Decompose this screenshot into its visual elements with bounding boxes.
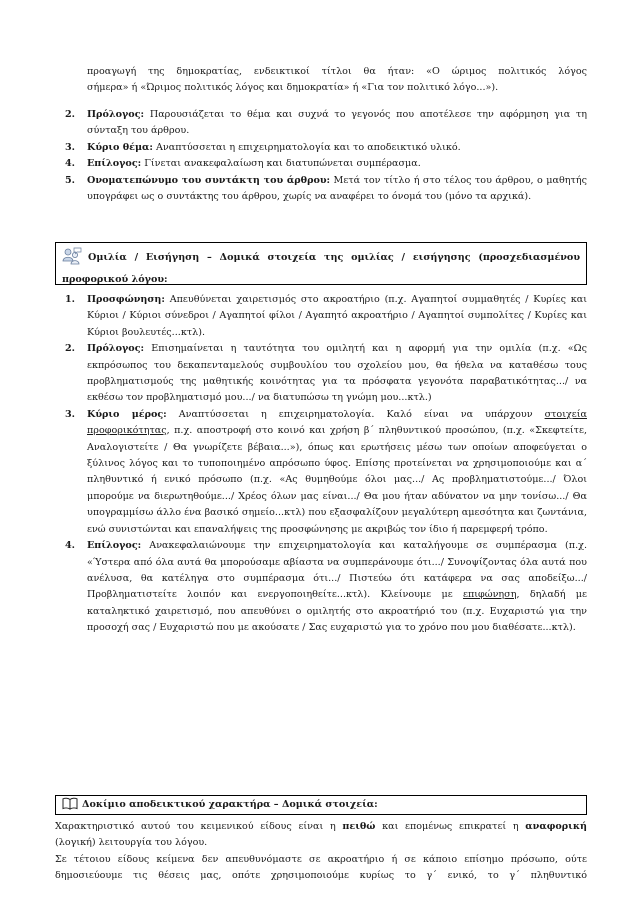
item-label: Ονοματεπώνυμο του συντάκτη του άρθρου:	[87, 174, 331, 186]
list-item	[0, 407, 638, 538]
list-item	[0, 140, 638, 156]
intro-line-2: σήμερα» ή «Ώριμος πολιτικός λόγος και δημοκρατία» ή «Για τον πολιτικό λόγο...»).	[87, 82, 499, 94]
list-number: 3.	[65, 408, 76, 420]
list-number: 1.	[65, 294, 76, 305]
article-structure-list	[0, 107, 638, 205]
speech-section-heading-box	[55, 242, 587, 285]
essay-body	[0, 819, 638, 885]
speech-structure-list	[0, 292, 638, 637]
item-text: Επισημαίνεται η ταυτότητα του ομιλητή και η αφορμή για την ομιλία (π.χ. «Ως εκπρόσωπος του δεκαπενταμελούς συμβουλίου του σχολείου μου, θα ήθελα να καταθέσω τους προβληματισμούς της μαθητικής κοινότητας για τα πρόσφατα γεγονότα παραβατικότητας.../ να εκθέσω τον προβληματισμό μου.../ να διατυπώσω τη γνώμη μου...κτλ.)	[87, 343, 587, 404]
item-text: Αναπτύσσεται η επιχειρηματολογία. Καλό είναι να υπάρχουν	[166, 408, 545, 420]
essay-text: και επομένως επικρατεί η	[375, 821, 526, 832]
item-text: Ανακεφαλαιώνουμε την επιχειρηματολογία και καταλήγουμε σε συμπέρασμα (π.χ. «Ύστερα από όλα αυτά θα μπορούσαμε αβίαστα να συμπεράνουμε ότι.../ Συνοψίζοντας όλα αυτά που ανέλυσα, θα κατέληγα στο συμπέρασμα ότι.../ Πιστεύω ότι κατάφερα να σας αποδείξω.../ Προβληματιστείτε λοιπόν και ενεργοποιηθείτε...κτλ). Κλείνουμε με	[87, 540, 587, 601]
list-item	[0, 107, 638, 140]
item-text: Απευθύνεται χαιρετισμός στο ακροατήριο (π.χ. Αγαπητοί συμμαθητές / Κυρίες και Κύριοι / Κύριοι σύνεδροι / Αγαπητοί φίλοι / Αγαπητό ακροατήριο / Αγαπητοί συμπολίτες / Κυρίες και Κύριοι βουλευτές...κτλ).	[87, 294, 587, 338]
essay-paragraph-2: Σε τέτοιου είδους κείμενα δεν απευθυνόμαστε σε ακροατήριο ή σε κάποιο επίσημο πρόσωπο, ούτε δημοσιεύουμε τις θέσεις μας, οπότε χρησιμοποιούμε κυρίως το γ΄ ενικό, το γ΄ πληθυντικό	[55, 853, 587, 882]
speech-heading: Ομιλία / Εισήγηση – Δομικά στοιχεία της ομιλίας / εισήγησης (προσχεδιασμένου προφορικού λόγου:	[62, 252, 580, 285]
underlined-term: επιφώνηση	[463, 589, 517, 601]
item-label: Επίλογος:	[87, 540, 142, 552]
item-text: Αναπτύσσεται η επιχειρηματολογία και το αποδεικτικό υλικό.	[152, 141, 461, 153]
list-number: 3.	[65, 141, 76, 153]
people-talking-icon	[62, 247, 82, 271]
essay-text: Χαρακτηριστικό αυτού του κειμενικού είδους είναι η	[55, 821, 343, 832]
list-number: 2.	[65, 109, 76, 120]
list-item	[0, 156, 638, 172]
item-label: Επίλογος:	[87, 158, 142, 170]
item-label: Πρόλογος:	[87, 109, 145, 120]
item-label: Κύριο θέμα:	[87, 141, 153, 153]
essay-section-heading-box	[55, 795, 587, 815]
list-item	[0, 341, 638, 407]
item-text: Παρουσιάζεται το θέμα και συχνά το γεγονός που αποτέλεσε την αφόρμηση για τη σύνταξη του άρθρου.	[87, 109, 587, 137]
list-number: 4.	[65, 158, 76, 170]
item-label: Κύριο μέρος:	[87, 408, 167, 420]
item-text: Γίνεται ανακεφαλαίωση και διατυπώνεται συμπέρασμα.	[141, 158, 421, 170]
essay-heading: Δοκίμιο αποδεικτικού χαρακτήρα – Δομικά στοιχεία:	[82, 799, 378, 810]
item-text: Μετά τον τίτλο ή στο τέλος του άρθρου, ο μαθητής υπογράφει ως ο συντάκτης του άρθρου, χωρίς να αναφέρει το όνομά του (μόνο τα αρχικά).	[87, 174, 587, 203]
essay-text: (λογική) λειτουργία του λόγου.	[55, 837, 208, 849]
item-label: Προσφώνηση:	[87, 294, 165, 305]
list-item	[0, 538, 638, 636]
underlined-term: στοιχεία προφορικότητας	[87, 408, 587, 437]
essay-paragraph-1	[55, 819, 587, 852]
list-item	[0, 173, 638, 206]
item-label: Πρόλογος:	[87, 343, 145, 355]
list-number: 4.	[65, 540, 76, 552]
list-number: 2.	[65, 343, 76, 355]
intro-continuation	[0, 64, 638, 97]
open-book-icon	[62, 797, 78, 816]
essay-bold-term: πειθώ	[342, 821, 376, 832]
list-item	[0, 292, 638, 341]
item-text: , π.χ. αποστροφή στο κοινό και χρήση β΄ πληθυντικού προσώπου, (π.χ. «Σκεφτείτε, Αναλογιστείτε / Θα γνωρίζετε βέβαια...»), όπως και ερωτήσεις μέσω των οποίων αποφεύγεται ο ξύλινος λόγος και το τυποποιημένο απρόσωπο ύφος. Επίσης προτείνεται να χρησιμοποιούμε και α΄ πληθυντικό ή ενικό πρόσωπο (π.χ. «Ας θυμηθούμε όλοι μας.../ Ας προβληματιστούμε.../ Όλοι μπορούμε να διερωτηθούμε.../ Χρέος όλων μας είναι.../ Θα μου ήταν αδύνατον να μην τονίσω.../ Θα υπογραμμίσω άλλο ένα βασικό σημείο...κτλ) που εξασφαλίζουν μεγαλύτερη αμεσότητα και ζωντάνια, ενώ συνιστώνται και επαναλήψεις της προσφώνησης με ακριβώς τον ίδιο ή παρεμφερή τρόπο.	[87, 425, 587, 535]
item-text: , δηλαδή με καταληκτικό χαιρετισμό, που απευθύνει ο ομιλητής στο ακροατήριό του (π.χ. Ευχαριστώ για την προσοχή σας / Ευχαριστώ που με ακούσατε / Σας ευχαριστώ για το χρόνο που μου διαθέσατε...κτλ).	[87, 589, 587, 634]
intro-line-1: προαγωγή της δημοκρατίας, ενδεικτικοί τίτλοι θα ήταν: «Ο ώριμος πολιτικός λόγος	[87, 66, 587, 77]
essay-bold-term: αναφορική	[525, 821, 587, 832]
list-number: 5.	[65, 174, 76, 186]
